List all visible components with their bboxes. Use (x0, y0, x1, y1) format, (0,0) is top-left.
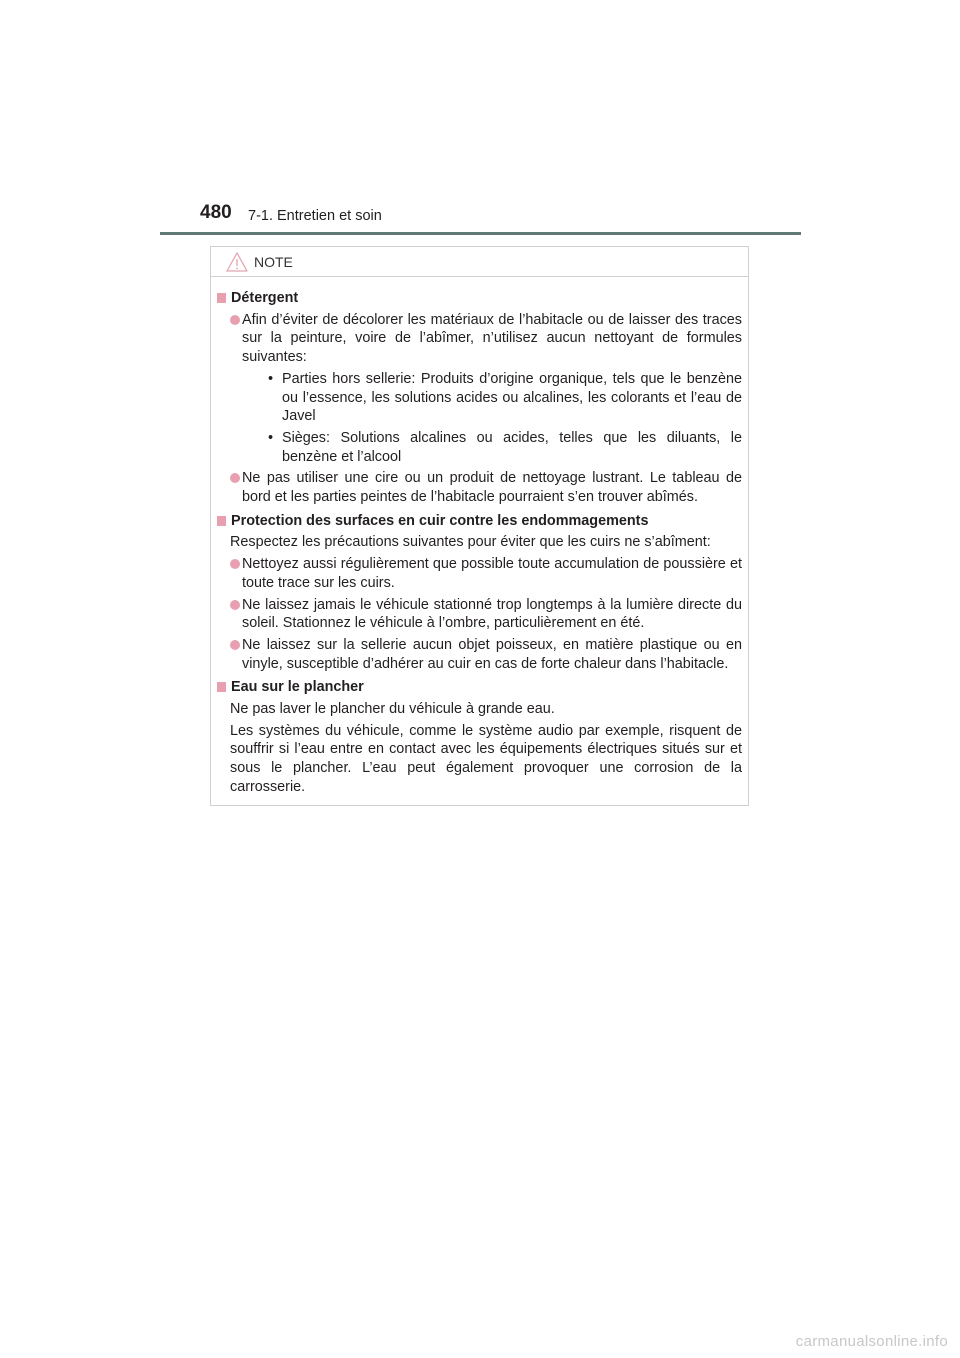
note-body (211, 277, 748, 797)
list-item (217, 636, 742, 673)
section-title-detergent (217, 289, 742, 308)
square-bullet-icon (217, 293, 226, 303)
paragraph: Les systèmes du véhicule, comme le système audio par exemple, risquent de souffrir si l’eau entre en contact avec les équipements électriques situés sur et sous le plancher. L’eau peut également provoquer une corrosion de la carrosserie. (230, 722, 742, 795)
section-title: 7-1. Entretien et soin (248, 208, 382, 224)
sub-bullet-marker: • (268, 370, 274, 387)
header-rule (160, 232, 801, 235)
page-number: 480 (200, 202, 232, 223)
list-item-text: Nettoyez aussi régulièrement que possible toute accumulation de poussière et toute trace sur les cuirs. (242, 556, 742, 591)
list-item-text: Ne laissez jamais le véhicule stationné trop longtemps à la lumière directe du soleil. Stationnez le véhicule à l’ombre, particulièrement en été. (242, 596, 742, 632)
list-item (217, 469, 742, 506)
note-header (211, 247, 748, 277)
square-bullet-icon (217, 516, 226, 526)
note-label: NOTE (254, 254, 293, 270)
list-item-text: Ne pas utiliser une cire ou un produit de nettoyage lustrant. Le tableau de bord et les parties peintes de l’habitacle pourraient s’en trouver abîmés. (242, 470, 742, 506)
list-item-text: Ne laissez sur la sellerie aucun objet poisseux, en matière plastique ou en vinyle, susceptible d’adhérer au cuir en cas de forte chaleur dans l’habitacle. (242, 636, 742, 672)
round-bullet-icon (230, 315, 240, 325)
section-detergent (217, 289, 742, 507)
square-bullet-icon (217, 682, 226, 692)
section-heading: Protection des surfaces en cuir contre les endommagements (231, 512, 649, 529)
list-item (217, 555, 742, 592)
sub-list-item-text: Sièges: Solutions alcalines ou acides, telles que les diluants, le benzène et l’alcool (282, 429, 742, 465)
note-box (210, 246, 749, 806)
paragraph: Respectez les précautions suivantes pour éviter que les cuirs ne s’abîment: (230, 534, 711, 551)
sub-bullet-marker: • (268, 429, 274, 446)
sub-list-item-text: Parties hors sellerie: Produits d’origine organique, tels que le benzène ou l’essence, les solutions acides ou alcalines, les colorants et l’eau de Javel (282, 370, 742, 425)
section-title-leather (217, 512, 742, 531)
section-title-floor (217, 678, 742, 697)
round-bullet-icon (230, 600, 240, 610)
paragraph: Ne pas laver le plancher du véhicule à grande eau. (230, 701, 555, 718)
watermark: carmanualsonline.info (795, 1333, 948, 1350)
list-item (217, 311, 742, 467)
section-heading: Détergent (231, 290, 299, 306)
warning-triangle-icon (226, 252, 248, 272)
section-heading: Eau sur le plancher (231, 679, 364, 696)
section-leather (217, 512, 742, 674)
sub-list-item (242, 429, 742, 466)
round-bullet-icon (230, 640, 240, 650)
round-bullet-icon (230, 473, 240, 483)
section-floor (217, 678, 742, 796)
list-item-text: Afin d’éviter de décolorer les matériaux de l’habitacle ou de laisser des traces sur la peinture, voire de l’abîmer, n’utilisez aucun nettoyant de formules suivantes: (242, 311, 742, 366)
list-item (217, 596, 742, 633)
sub-list-item (242, 370, 742, 426)
round-bullet-icon (230, 559, 240, 569)
